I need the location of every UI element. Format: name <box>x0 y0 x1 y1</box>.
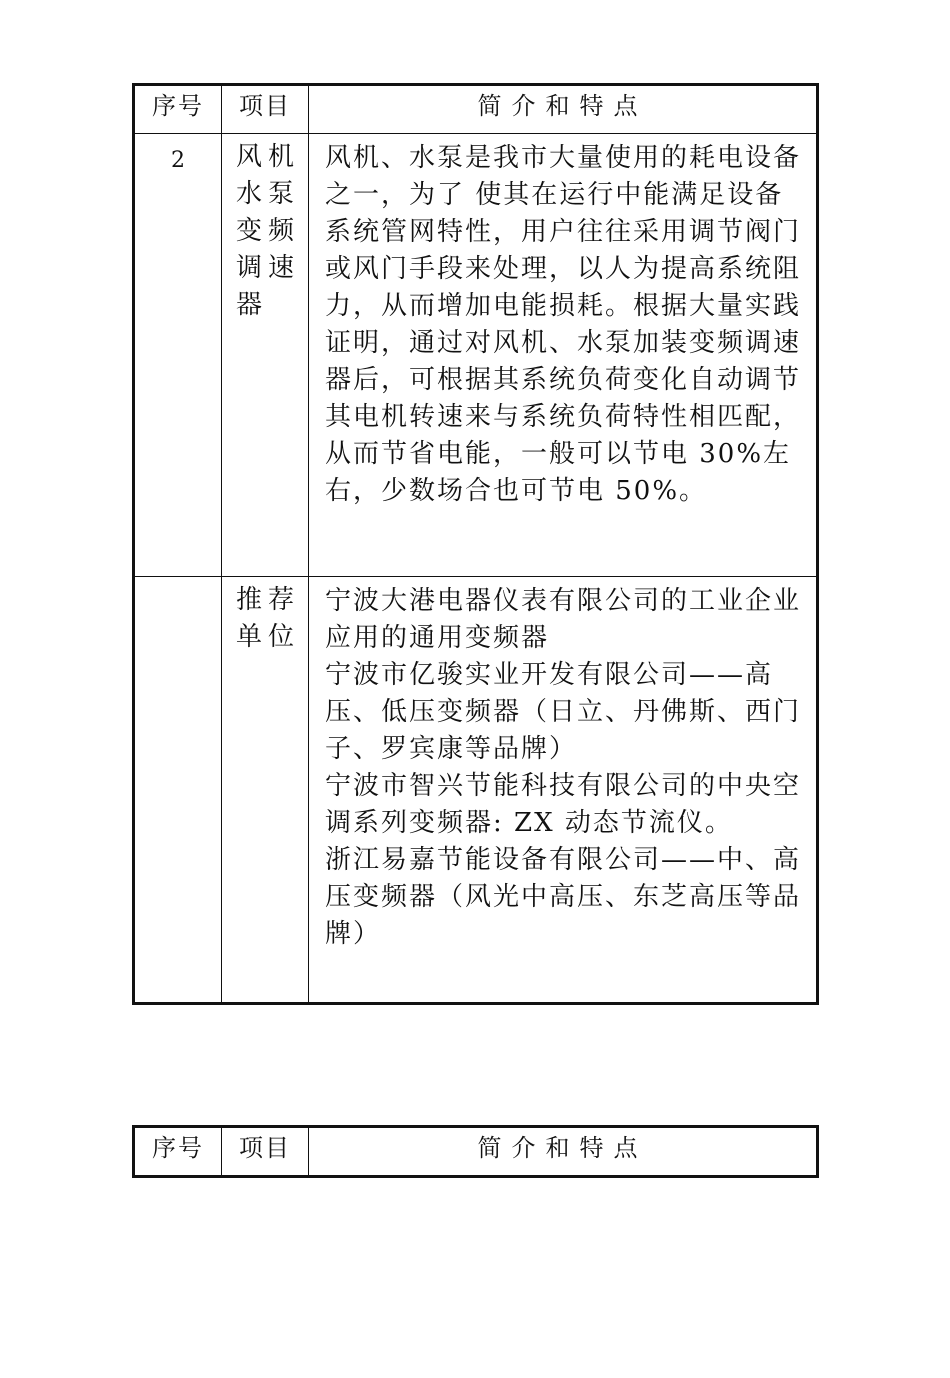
seq-number: 2 <box>171 148 185 173</box>
header-desc: 简介和特点 <box>477 92 648 120</box>
header-seq: 序号 <box>152 1134 204 1162</box>
header-item: 项目 <box>239 92 291 120</box>
table-header-row <box>134 85 818 134</box>
header-item: 项目 <box>239 1134 291 1162</box>
header-item-cell <box>222 85 309 134</box>
item-cell <box>222 577 309 1004</box>
desc-cell <box>309 577 818 1004</box>
item-name: 推荐单位 <box>236 585 301 652</box>
header-seq: 序号 <box>152 92 204 120</box>
header-seq-cell <box>134 85 222 134</box>
table-row <box>134 134 818 577</box>
recommended-unit: 宁波大港电器仪表有限公司的工业企业应用的通用变频器 <box>325 586 802 653</box>
header-item-cell <box>222 1127 309 1177</box>
seq-cell <box>134 134 222 577</box>
item-cell <box>222 134 309 577</box>
header-desc-cell <box>309 1127 818 1177</box>
seq-cell <box>134 577 222 1004</box>
header-desc-cell <box>309 85 818 134</box>
item-name: 风机水泵变频调速器 <box>236 142 301 320</box>
header-seq-cell <box>134 1127 222 1177</box>
table-row <box>134 577 818 1004</box>
spec-table-2 <box>132 1125 819 1178</box>
spec-table-1 <box>132 83 819 1005</box>
recommended-unit: 宁波市智兴节能科技有限公司的中央空调系列变频器: ZX 动态节流仪。 <box>325 771 802 838</box>
recommended-units <box>309 577 816 953</box>
recommended-unit: 浙江易嘉节能设备有限公司——中、高压变频器（风光中高压、东芝高压等品牌） <box>325 845 802 949</box>
desc-cell <box>309 134 818 577</box>
header-desc: 简介和特点 <box>477 1134 648 1162</box>
item-description: 风机、水泵是我市大量使用的耗电设备之一，为了 使其在运行中能满足设备系统管网特性，用户往往采用调节阀门或风门手段来处理，以人为提高系统阻力，从而增加电能损耗。根据大量实践证明，通过对风机、水泵加装变频调速器后，可根据其系统负荷变化自动调节其电机转速来与系统负荷特性相匹配，从而节省电能，一般可以节电 30%左右，少数场合也可节电 50%。 <box>325 143 802 506</box>
table-header-row <box>134 1127 818 1177</box>
recommended-unit: 宁波市亿骏实业开发有限公司——高压、低压变频器（日立、丹佛斯、西门子、罗宾康等品牌） <box>325 660 802 764</box>
